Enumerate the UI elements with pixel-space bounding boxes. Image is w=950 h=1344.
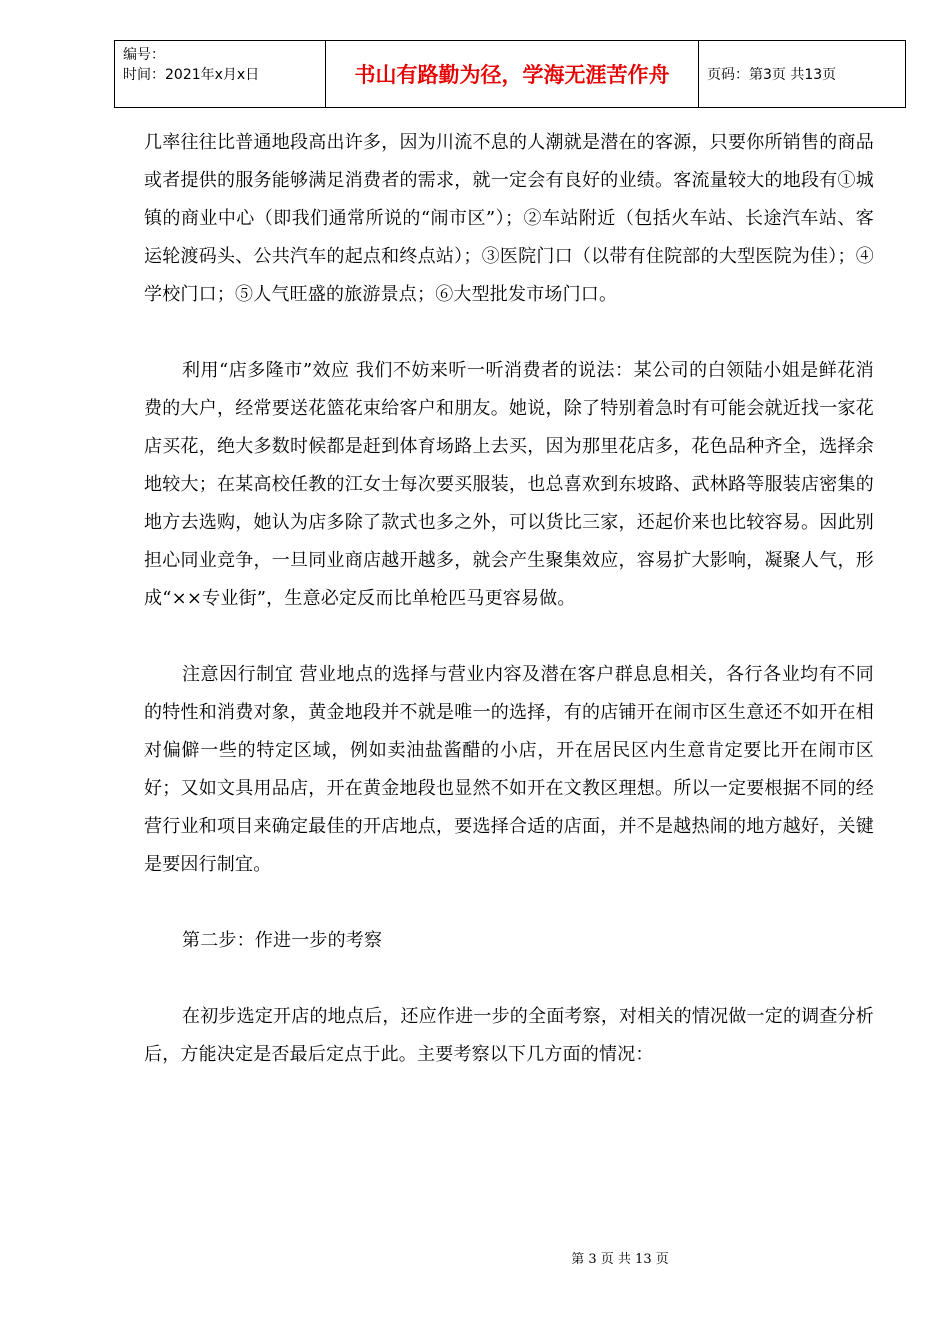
page-header	[114, 40, 906, 108]
document-time-label: 时间：2021年x月x日	[123, 67, 260, 83]
paragraph-industry-fit: 注意因行制宜 营业地点的选择与营业内容及潜在客户群息息相关，各行各业均有不同的特性和消费对象，黄金地段并不就是唯一的选择，有的店铺开在闹市区生意还不如开在相对偏僻一些的特定区域，例如卖油盐酱醋的小店，开在居民区内生意肯定要比开在闹市区好；又如文具用品店，开在黄金地段也显然不如开在文教区理想。所以一定要根据不同的经营行业和项目来确定最佳的开店地点，要选择合适的店面，并不是越热闹的地方越好，关键是要因行制宜。	[144, 664, 874, 875]
paragraph-continuation: 几率往往比普通地段高出许多，因为川流不息的人潮就是潜在的客源，只要你所销售的商品或者提供的服务能够满足消费者的需求，就一定会有良好的业绩。客流量较大的地段有①城镇的商业中心（即我们通常所说的“闹市区”）；②车站附近（包括火车站、长途汽车站、客运轮渡码头、公共汽车的起点和终点站）；③医院门口（以带有住院部的大型医院为佳）；④学校门口；⑤人气旺盛的旅游景点；⑥大型批发市场门口。	[144, 132, 874, 305]
document-body	[144, 124, 874, 1074]
header-motto: 书山有路勤为径，学海无涯苦作舟	[326, 41, 699, 108]
header-meta-cell	[115, 41, 326, 108]
header-page-info: 页码：第3页 共13页	[699, 41, 906, 108]
paragraph-further-inspection: 在初步选定开店的地点后，还应作进一步的全面考察，对相关的情况做一定的调查分析后，方能决定是否最后定点于此。主要考察以下几方面的情况：	[144, 1006, 874, 1065]
document-number-label: 编号：	[123, 47, 165, 63]
section-heading-step-two: 第二步：作进一步的考察	[182, 930, 383, 951]
page-footer: 第 3 页 共 13 页	[571, 1252, 669, 1267]
paragraph-store-cluster-effect: 利用“店多隆市”效应 我们不妨来听一听消费者的说法：某公司的白领陆小姐是鲜花消费的大户，经常要送花篮花束给客户和朋友。她说，除了特别着急时有可能会就近找一家花店买花，绝大多数时候都是赶到体育场路上去买，因为那里花店多，花色品种齐全，选择余地较大；在某高校任教的江女士每次要买服装，也总喜欢到东坡路、武林路等服装店密集的地方去选购，她认为店多除了款式也多之外，可以货比三家，还起价来也比较容易。因此别担心同业竞争，一旦同业商店越开越多，就会产生聚集效应，容易扩大影响，凝聚人气，形成“××专业街”，生意必定反而比单枪匹马更容易做。	[144, 360, 874, 609]
